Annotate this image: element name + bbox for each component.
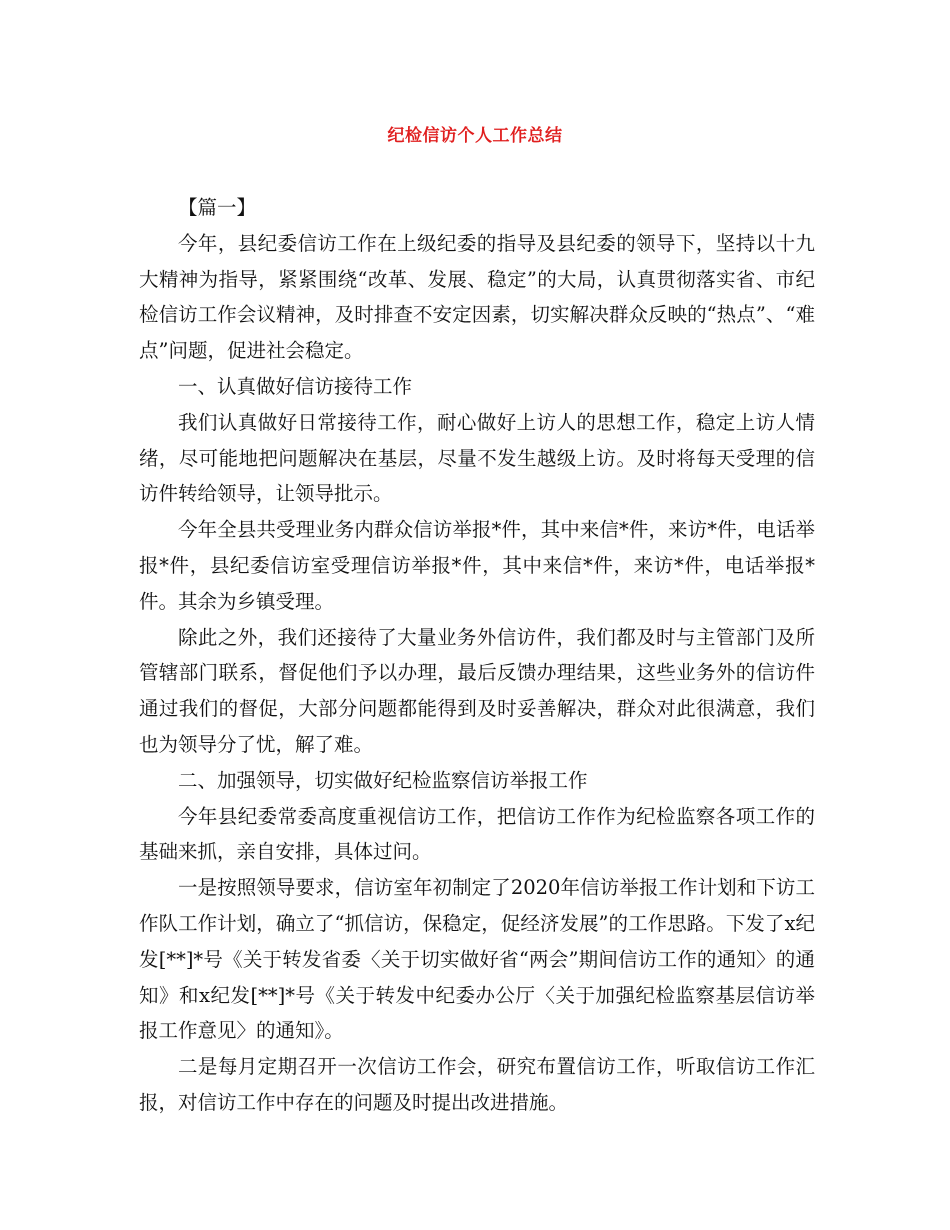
paragraph: 除此之外，我们还接待了大量业务外信访件，我们都及时与主管部门及所管辖部门联系，督促他们予以办理，最后反馈办理结果，这些业务外的信访件通过我们的督促，大部分问题都能得到及时妥善解决，群众对此很满意，我们也为领导分了忧，解了难。 xyxy=(139,625,815,756)
document-body xyxy=(139,190,815,1121)
paragraph: 我们认真做好日常接待工作，耐心做好上访人的思想工作，稳定上访人情绪，尽可能地把问题解决在基层，尽量不发生越级上访。及时将每天受理的信访件转给领导，让领导批示。 xyxy=(139,410,815,506)
section-heading-1: 一、认真做好信访接待工作 xyxy=(178,374,413,398)
paragraph: 一是按照领导要求，信访室年初制定了2020年信访举报工作计划和下访工作队工作计划，确立了“抓信访，保稳定，促经济发展”的工作思路。下发了x纪发[**]*号《关于转发省委〈关于切实做好省“两会”期间信访工作的通知〉的通知》和x纪发[**]*号《关于转发中纪委办公厅〈关于加强纪检监察基层信访举报工作意见〉的通知》。 xyxy=(139,876,815,1043)
document-title: 纪检信访个人工作总结 xyxy=(387,126,563,146)
section-marker: 【篇一】 xyxy=(178,196,257,219)
paragraph: 今年县纪委常委高度重视信访工作，把信访工作作为纪检监察各项工作的基础来抓，亲自安排，具体过问。 xyxy=(139,804,815,864)
paragraph: 今年全县共受理业务内群众信访举报*件，其中来信*件，来访*件，电话举报*件，县纪委信访室受理信访举报*件，其中来信*件，来访*件，电话举报*件。其余为乡镇受理。 xyxy=(139,518,815,613)
paragraph-intro: 今年，县纪委信访工作在上级纪委的指导及县纪委的领导下，坚持以十九大精神为指导，紧紧围绕“改革、发展、稳定”的大局，认真贯彻落实省、市纪检信访工作会议精神，及时排查不安定因素，切实解决群众反映的“热点”、“难点”问题，促进社会稳定。 xyxy=(139,231,815,363)
section-heading-2: 二、加强领导，切实做好纪检监察信访举报工作 xyxy=(178,768,588,792)
paragraph: 二是每月定期召开一次信访工作会，研究布置信访工作，听取信访工作汇报，对信访工作中存在的问题及时提出改进措施。 xyxy=(139,1055,815,1114)
